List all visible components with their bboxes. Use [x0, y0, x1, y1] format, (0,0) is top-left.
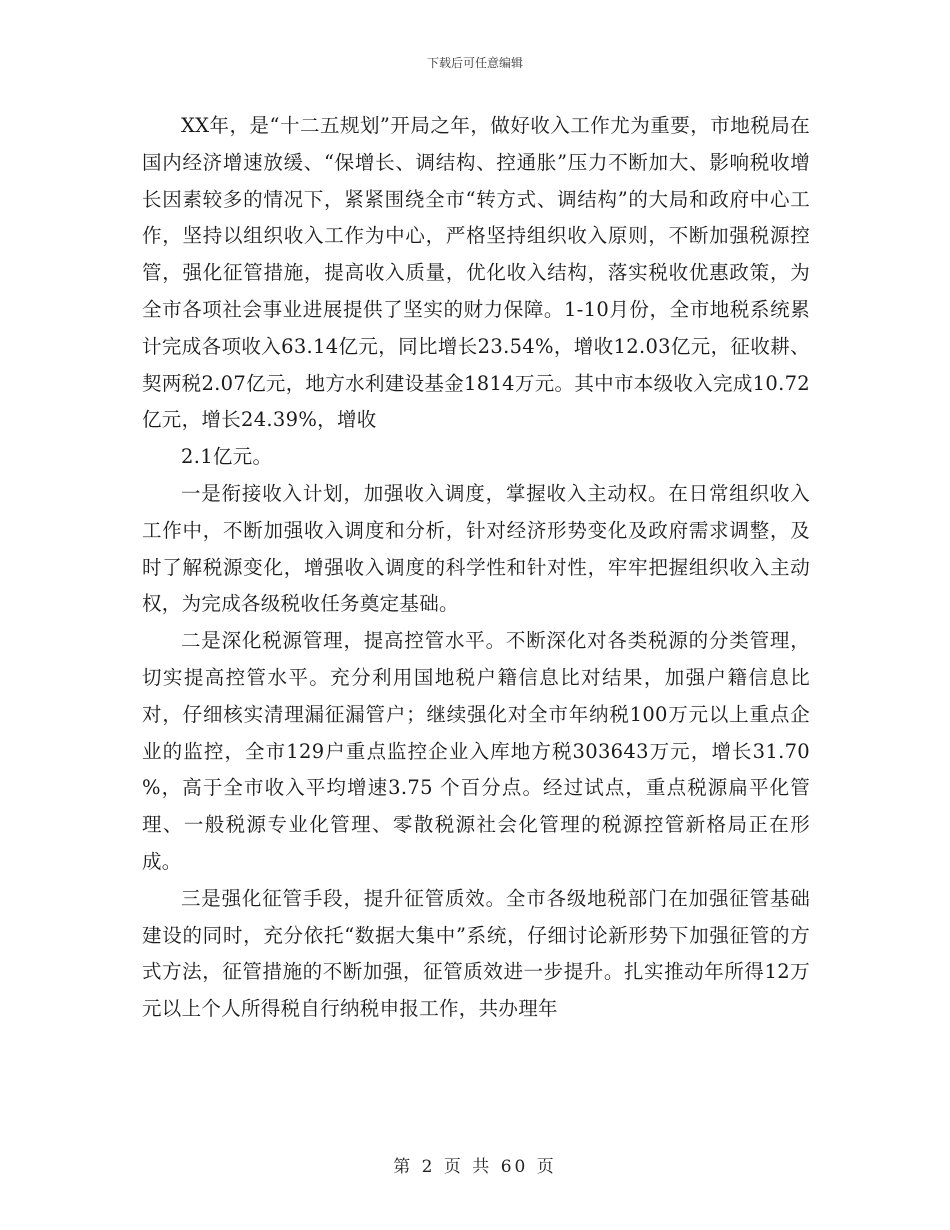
document-body	[142, 108, 810, 1028]
paragraph-revenue-continuation: 2.1亿元。	[181, 445, 273, 469]
paragraph-point-one: 一是衔接收入计划，加强收入调度，掌握收入主动权。在日常组织收入工作中，不断加强收入调度和分析，针对经济形势变化及政府需求调整，及时了解税源变化，增强收入调度的科学性和针对性，牢牢把握组织收入主动权，为完成各级税收任务奠定基础。	[142, 481, 810, 616]
paragraph-point-three: 三是强化征管手段，提升征管质效。全市各级地税部门在加强征管基础建设的同时，充分依托“数据大集中”系统，仔细讨论新形势下加强征管的方式方法，征管措施的不断加强，征管质效进一步提升。扎实推动年所得12万元以上个人所得税自行纳税申报工作，共办理年	[142, 886, 810, 1021]
page-header: 下载后可任意编辑	[426, 56, 523, 70]
paragraph-point-two: 二是深化税源管理，提高控管水平。不断深化对各类税源的分类管理，切实提高控管水平。充分利用国地税户籍信息比对结果，加强户籍信息比对，仔细核实清理漏征漏管户；继续强化对全市年纳税100万元以上重点企业的监控，全市129户重点监控企业入库地方税303643万元，增长31.70 %，高于全市收入平均增速3.75 个百分点。经过试点，重点税源扁平化管理、一般税源专业化管理、零散税源社会化管理的税源控管新格局正在形成。	[142, 629, 810, 873]
page-number: 第 2 页 共 60 页	[393, 1157, 557, 1177]
paragraph-revenue-summary: XX年，是“十二五规划”开局之年，做好收入工作尤为重要，市地税局在国内经济增速放缓、“保增长、调结构、控通胀”压力不断加大、影响税收增长因素较多的情况下，紧紧围绕全市“转方式、调结构”的大局和政府中心工作，坚持以组织收入工作为中心，严格坚持组织收入原则，不断加强税源控管，强化征管措施，提高收入质量，优化收入结构，落实税收优惠政策，为全市各项社会事业进展提供了坚实的财力保障。1-10月份，全市地税系统累计完成各项收入63.14亿元，同比增长23.54%，增收12.03亿元，征收耕、契两税2.07亿元，地方水利建设基金1814万元。其中市本级收入完成10.72亿元，增长24.39%，增收	[142, 114, 810, 432]
